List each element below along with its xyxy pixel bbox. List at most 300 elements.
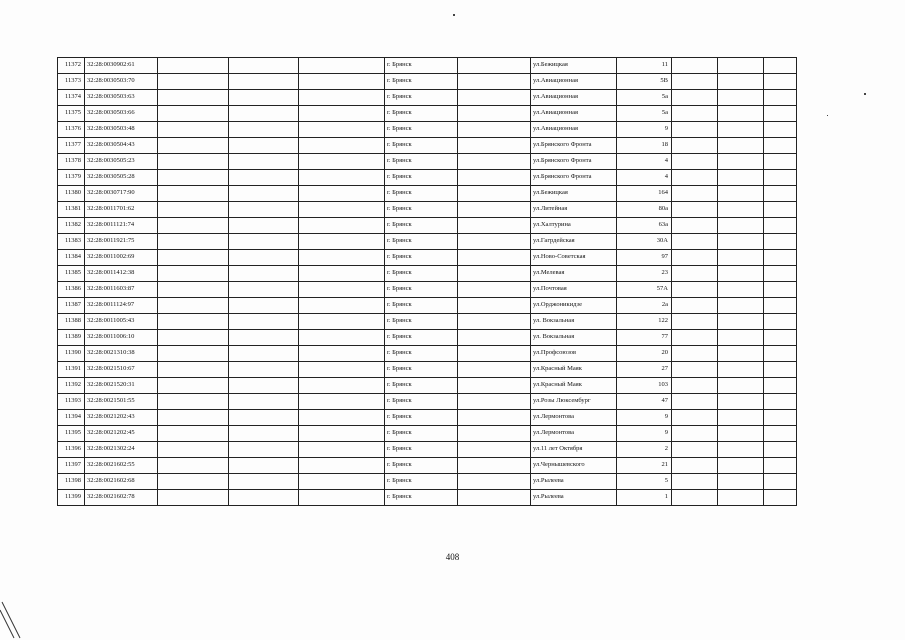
cell-empty — [158, 138, 229, 154]
cell-street: ул.Бежицкая — [531, 186, 617, 202]
cell-empty — [158, 314, 229, 330]
cell-cadastral-number: 32:28:0030902:61 — [85, 58, 158, 74]
cell-empty — [458, 122, 531, 138]
table-row — [58, 90, 797, 106]
cell-empty — [718, 74, 764, 90]
cell-empty — [458, 218, 531, 234]
cell-empty — [718, 426, 764, 442]
table-row — [58, 298, 797, 314]
cell-empty — [299, 266, 385, 282]
cell-city: г. Брянск — [385, 458, 458, 474]
cell-empty — [299, 170, 385, 186]
cell-street: ул.Профсоюзов — [531, 346, 617, 362]
cell-empty — [764, 458, 797, 474]
cell-empty — [672, 346, 718, 362]
cell-empty — [458, 58, 531, 74]
cell-empty — [158, 282, 229, 298]
cell-empty — [672, 490, 718, 506]
cell-empty — [458, 234, 531, 250]
cell-city: г. Брянск — [385, 330, 458, 346]
cell-empty — [458, 442, 531, 458]
cell-empty — [718, 90, 764, 106]
cell-house-number: 11 — [617, 58, 672, 74]
cell-city: г. Брянск — [385, 58, 458, 74]
cell-city: г. Брянск — [385, 170, 458, 186]
cell-cadastral-number: 32:28:0011124:97 — [85, 298, 158, 314]
cell-empty — [229, 314, 299, 330]
cell-row-number: 11378 — [58, 154, 85, 170]
cell-row-number: 11398 — [58, 474, 85, 490]
cell-empty — [158, 410, 229, 426]
cell-empty — [718, 314, 764, 330]
cell-row-number: 11391 — [58, 362, 85, 378]
cell-empty — [299, 330, 385, 346]
cell-street: ул.Бежицкая — [531, 58, 617, 74]
cell-city: г. Брянск — [385, 410, 458, 426]
cell-empty — [764, 186, 797, 202]
cell-street: ул.Мелевая — [531, 266, 617, 282]
cell-empty — [158, 378, 229, 394]
cell-street: ул.Красный Маяк — [531, 362, 617, 378]
cell-empty — [229, 154, 299, 170]
cell-empty — [672, 458, 718, 474]
cell-city: г. Брянск — [385, 106, 458, 122]
cell-empty — [764, 90, 797, 106]
cell-empty — [458, 426, 531, 442]
scan-speck — [864, 93, 866, 95]
cell-house-number: 27 — [617, 362, 672, 378]
table-row — [58, 458, 797, 474]
table-row — [58, 202, 797, 218]
cell-empty — [299, 474, 385, 490]
cell-empty — [229, 490, 299, 506]
cell-cadastral-number: 32:28:0021602:78 — [85, 490, 158, 506]
cell-empty — [158, 218, 229, 234]
cell-city: г. Брянск — [385, 250, 458, 266]
cell-row-number: 11399 — [58, 490, 85, 506]
cell-city: г. Брянск — [385, 346, 458, 362]
cell-row-number: 11390 — [58, 346, 85, 362]
cell-empty — [299, 490, 385, 506]
cell-cadastral-number: 32:28:0030505:28 — [85, 170, 158, 186]
cell-empty — [158, 298, 229, 314]
cell-empty — [458, 266, 531, 282]
cell-empty — [299, 122, 385, 138]
cell-row-number: 11389 — [58, 330, 85, 346]
cell-empty — [458, 74, 531, 90]
cell-house-number: 5а — [617, 90, 672, 106]
cell-empty — [764, 154, 797, 170]
cell-empty — [764, 490, 797, 506]
cell-row-number: 11393 — [58, 394, 85, 410]
cell-street: ул.Лермонтова — [531, 426, 617, 442]
cell-empty — [458, 250, 531, 266]
cell-empty — [718, 170, 764, 186]
cell-empty — [229, 234, 299, 250]
cell-empty — [718, 138, 764, 154]
cell-city: г. Брянск — [385, 378, 458, 394]
cell-empty — [672, 58, 718, 74]
cell-empty — [718, 122, 764, 138]
cell-street: ул.Почтовая — [531, 282, 617, 298]
cell-empty — [158, 234, 229, 250]
registry-table-body — [58, 58, 797, 506]
cell-empty — [718, 474, 764, 490]
cell-empty — [158, 490, 229, 506]
cell-empty — [299, 74, 385, 90]
cell-street: ул.Авиационная — [531, 74, 617, 90]
cell-empty — [718, 106, 764, 122]
cell-cadastral-number: 32:28:0021602:68 — [85, 474, 158, 490]
scan-speck — [453, 14, 455, 16]
cell-cadastral-number: 32:28:0011412:38 — [85, 266, 158, 282]
cell-row-number: 11395 — [58, 426, 85, 442]
cell-empty — [672, 154, 718, 170]
cell-empty — [718, 202, 764, 218]
cell-empty — [672, 234, 718, 250]
cell-row-number: 11384 — [58, 250, 85, 266]
cell-empty — [458, 202, 531, 218]
cell-empty — [764, 346, 797, 362]
table-row — [58, 474, 797, 490]
cell-empty — [158, 362, 229, 378]
cell-city: г. Брянск — [385, 90, 458, 106]
cell-empty — [718, 410, 764, 426]
cell-empty — [458, 186, 531, 202]
cell-row-number: 11375 — [58, 106, 85, 122]
cell-house-number: 63а — [617, 218, 672, 234]
cell-empty — [764, 426, 797, 442]
cell-row-number: 11372 — [58, 58, 85, 74]
table-row — [58, 426, 797, 442]
cell-empty — [672, 362, 718, 378]
cell-city: г. Брянск — [385, 282, 458, 298]
cell-empty — [672, 170, 718, 186]
cell-street: ул.Брянского Фронта — [531, 138, 617, 154]
cell-street: ул.Лермонтова — [531, 410, 617, 426]
cell-street: ул.Красный Маяк — [531, 378, 617, 394]
cell-empty — [229, 362, 299, 378]
cell-house-number: 9 — [617, 410, 672, 426]
cell-empty — [158, 170, 229, 186]
cell-city: г. Брянск — [385, 218, 458, 234]
cell-empty — [299, 346, 385, 362]
cell-empty — [458, 138, 531, 154]
cell-cadastral-number: 32:28:0030504:43 — [85, 138, 158, 154]
cell-empty — [299, 394, 385, 410]
cell-empty — [458, 458, 531, 474]
cell-empty — [158, 346, 229, 362]
cell-empty — [764, 410, 797, 426]
cell-house-number: 2 — [617, 442, 672, 458]
cell-row-number: 11376 — [58, 122, 85, 138]
cell-empty — [672, 250, 718, 266]
cell-house-number: 23 — [617, 266, 672, 282]
cell-empty — [672, 202, 718, 218]
cell-empty — [764, 474, 797, 490]
cell-row-number: 11379 — [58, 170, 85, 186]
cell-city: г. Брянск — [385, 202, 458, 218]
table-row — [58, 346, 797, 362]
cell-cadastral-number: 32:28:0011006:10 — [85, 330, 158, 346]
cell-empty — [764, 74, 797, 90]
cell-empty — [672, 314, 718, 330]
cell-row-number: 11374 — [58, 90, 85, 106]
cell-empty — [229, 186, 299, 202]
cell-cadastral-number: 32:28:0030503:48 — [85, 122, 158, 138]
table-row — [58, 218, 797, 234]
cell-empty — [458, 170, 531, 186]
cell-house-number: 5 — [617, 474, 672, 490]
cell-empty — [229, 250, 299, 266]
cell-empty — [672, 122, 718, 138]
cell-empty — [229, 106, 299, 122]
cell-house-number: 21 — [617, 458, 672, 474]
cell-empty — [458, 106, 531, 122]
cell-house-number: 30А — [617, 234, 672, 250]
cell-empty — [718, 490, 764, 506]
cell-street: ул.Брянского Фронта — [531, 154, 617, 170]
cell-empty — [764, 314, 797, 330]
cell-cadastral-number: 32:28:0011921:75 — [85, 234, 158, 250]
cell-house-number: 4 — [617, 154, 672, 170]
cell-empty — [299, 138, 385, 154]
cell-row-number: 11381 — [58, 202, 85, 218]
cell-street: ул.11 лет Октября — [531, 442, 617, 458]
table-row — [58, 74, 797, 90]
scan-speck — [827, 115, 828, 116]
cell-empty — [718, 458, 764, 474]
cell-empty — [672, 218, 718, 234]
cell-cadastral-number: 32:28:0021602:55 — [85, 458, 158, 474]
cell-city: г. Брянск — [385, 426, 458, 442]
cell-empty — [718, 154, 764, 170]
cell-row-number: 11392 — [58, 378, 85, 394]
cell-street: ул.Авиационная — [531, 122, 617, 138]
cell-empty — [229, 74, 299, 90]
table-row — [58, 234, 797, 250]
cell-house-number: 103 — [617, 378, 672, 394]
cell-city: г. Брянск — [385, 394, 458, 410]
cell-empty — [229, 378, 299, 394]
cell-row-number: 11386 — [58, 282, 85, 298]
cell-street: ул.Гагрдейская — [531, 234, 617, 250]
cell-row-number: 11396 — [58, 442, 85, 458]
cell-cadastral-number: 32:28:0021501:55 — [85, 394, 158, 410]
table-row — [58, 250, 797, 266]
cell-empty — [718, 362, 764, 378]
cell-cadastral-number: 32:28:0030503:63 — [85, 90, 158, 106]
cell-empty — [158, 458, 229, 474]
cell-empty — [158, 442, 229, 458]
cell-house-number: 4 — [617, 170, 672, 186]
cell-empty — [764, 122, 797, 138]
cell-house-number: 47 — [617, 394, 672, 410]
cell-city: г. Брянск — [385, 234, 458, 250]
table-row — [58, 186, 797, 202]
cell-empty — [672, 474, 718, 490]
cell-empty — [299, 250, 385, 266]
cell-empty — [299, 202, 385, 218]
cell-house-number: 97 — [617, 250, 672, 266]
cell-empty — [718, 186, 764, 202]
table-row — [58, 138, 797, 154]
cell-empty — [458, 346, 531, 362]
cell-empty — [158, 90, 229, 106]
cell-city: г. Брянск — [385, 122, 458, 138]
cell-house-number: 122 — [617, 314, 672, 330]
cell-empty — [229, 458, 299, 474]
table-row — [58, 106, 797, 122]
cell-empty — [718, 282, 764, 298]
cell-cadastral-number: 32:28:0030503:66 — [85, 106, 158, 122]
cell-street: ул.Рылеева — [531, 490, 617, 506]
cell-cadastral-number: 32:28:0021520:31 — [85, 378, 158, 394]
cell-empty — [458, 362, 531, 378]
cell-empty — [229, 474, 299, 490]
cell-empty — [299, 154, 385, 170]
cell-city: г. Брянск — [385, 442, 458, 458]
cell-city: г. Брянск — [385, 362, 458, 378]
cell-empty — [718, 234, 764, 250]
cell-empty — [672, 378, 718, 394]
cell-empty — [718, 250, 764, 266]
cell-row-number: 11387 — [58, 298, 85, 314]
cell-empty — [158, 330, 229, 346]
cell-city: г. Брянск — [385, 154, 458, 170]
cell-street: ул.Чернышевского — [531, 458, 617, 474]
cell-empty — [458, 90, 531, 106]
cell-empty — [672, 298, 718, 314]
cell-empty — [158, 106, 229, 122]
cell-empty — [764, 138, 797, 154]
cell-empty — [229, 426, 299, 442]
cell-empty — [718, 346, 764, 362]
cell-house-number: 57А — [617, 282, 672, 298]
cell-empty — [718, 58, 764, 74]
cell-city: г. Брянск — [385, 138, 458, 154]
cell-empty — [764, 394, 797, 410]
cell-cadastral-number: 32:28:0011121:74 — [85, 218, 158, 234]
cell-empty — [764, 106, 797, 122]
cell-empty — [672, 106, 718, 122]
cell-cadastral-number: 32:28:0011005:43 — [85, 314, 158, 330]
cell-empty — [764, 442, 797, 458]
cell-empty — [672, 330, 718, 346]
cell-empty — [764, 58, 797, 74]
cell-empty — [158, 266, 229, 282]
cell-empty — [458, 394, 531, 410]
cell-empty — [158, 250, 229, 266]
cell-cadastral-number: 32:28:0011603:87 — [85, 282, 158, 298]
cell-house-number: 80а — [617, 202, 672, 218]
cell-empty — [299, 106, 385, 122]
cell-empty — [299, 90, 385, 106]
cell-empty — [229, 346, 299, 362]
cell-cadastral-number: 32:28:0030503:70 — [85, 74, 158, 90]
cell-empty — [718, 266, 764, 282]
cell-empty — [458, 410, 531, 426]
cell-empty — [229, 202, 299, 218]
cell-cadastral-number: 32:28:0021310:38 — [85, 346, 158, 362]
cell-empty — [672, 90, 718, 106]
cell-empty — [718, 298, 764, 314]
cell-empty — [229, 282, 299, 298]
cell-empty — [158, 122, 229, 138]
cell-empty — [299, 362, 385, 378]
cell-empty — [764, 266, 797, 282]
table-row — [58, 58, 797, 74]
cell-empty — [158, 202, 229, 218]
cell-city: г. Брянск — [385, 74, 458, 90]
cell-empty — [718, 394, 764, 410]
cell-empty — [299, 186, 385, 202]
cell-empty — [458, 314, 531, 330]
cell-empty — [672, 410, 718, 426]
cell-empty — [229, 138, 299, 154]
cell-empty — [299, 410, 385, 426]
cell-empty — [764, 282, 797, 298]
registry-table — [57, 57, 797, 506]
cell-empty — [229, 394, 299, 410]
table-row — [58, 362, 797, 378]
cell-empty — [672, 138, 718, 154]
cell-empty — [458, 330, 531, 346]
cell-house-number: 18 — [617, 138, 672, 154]
cell-empty — [458, 154, 531, 170]
cell-empty — [229, 170, 299, 186]
cell-row-number: 11383 — [58, 234, 85, 250]
cell-empty — [718, 378, 764, 394]
cell-empty — [672, 442, 718, 458]
table-row — [58, 122, 797, 138]
cell-empty — [458, 298, 531, 314]
cell-house-number: 5В — [617, 74, 672, 90]
cell-empty — [299, 378, 385, 394]
cell-empty — [229, 298, 299, 314]
cell-empty — [764, 330, 797, 346]
cell-empty — [718, 442, 764, 458]
cell-house-number: 20 — [617, 346, 672, 362]
cell-empty — [764, 298, 797, 314]
cell-city: г. Брянск — [385, 186, 458, 202]
cell-house-number: 77 — [617, 330, 672, 346]
table-row — [58, 170, 797, 186]
cell-empty — [672, 266, 718, 282]
table-row — [58, 378, 797, 394]
cell-empty — [158, 154, 229, 170]
cell-city: г. Брянск — [385, 490, 458, 506]
cell-empty — [458, 490, 531, 506]
table-row — [58, 314, 797, 330]
table-row — [58, 282, 797, 298]
cell-cadastral-number: 32:28:0021510:67 — [85, 362, 158, 378]
cell-empty — [299, 218, 385, 234]
cell-empty — [299, 314, 385, 330]
cell-empty — [718, 330, 764, 346]
cell-empty — [672, 394, 718, 410]
cell-house-number: 9 — [617, 122, 672, 138]
table-row — [58, 330, 797, 346]
table-row — [58, 394, 797, 410]
cell-row-number: 11394 — [58, 410, 85, 426]
cell-empty — [458, 474, 531, 490]
cell-empty — [158, 474, 229, 490]
cell-street: ул.Халтурина — [531, 218, 617, 234]
cell-cadastral-number: 32:28:0021202:43 — [85, 410, 158, 426]
page-number: 408 — [445, 552, 460, 562]
cell-empty — [672, 74, 718, 90]
